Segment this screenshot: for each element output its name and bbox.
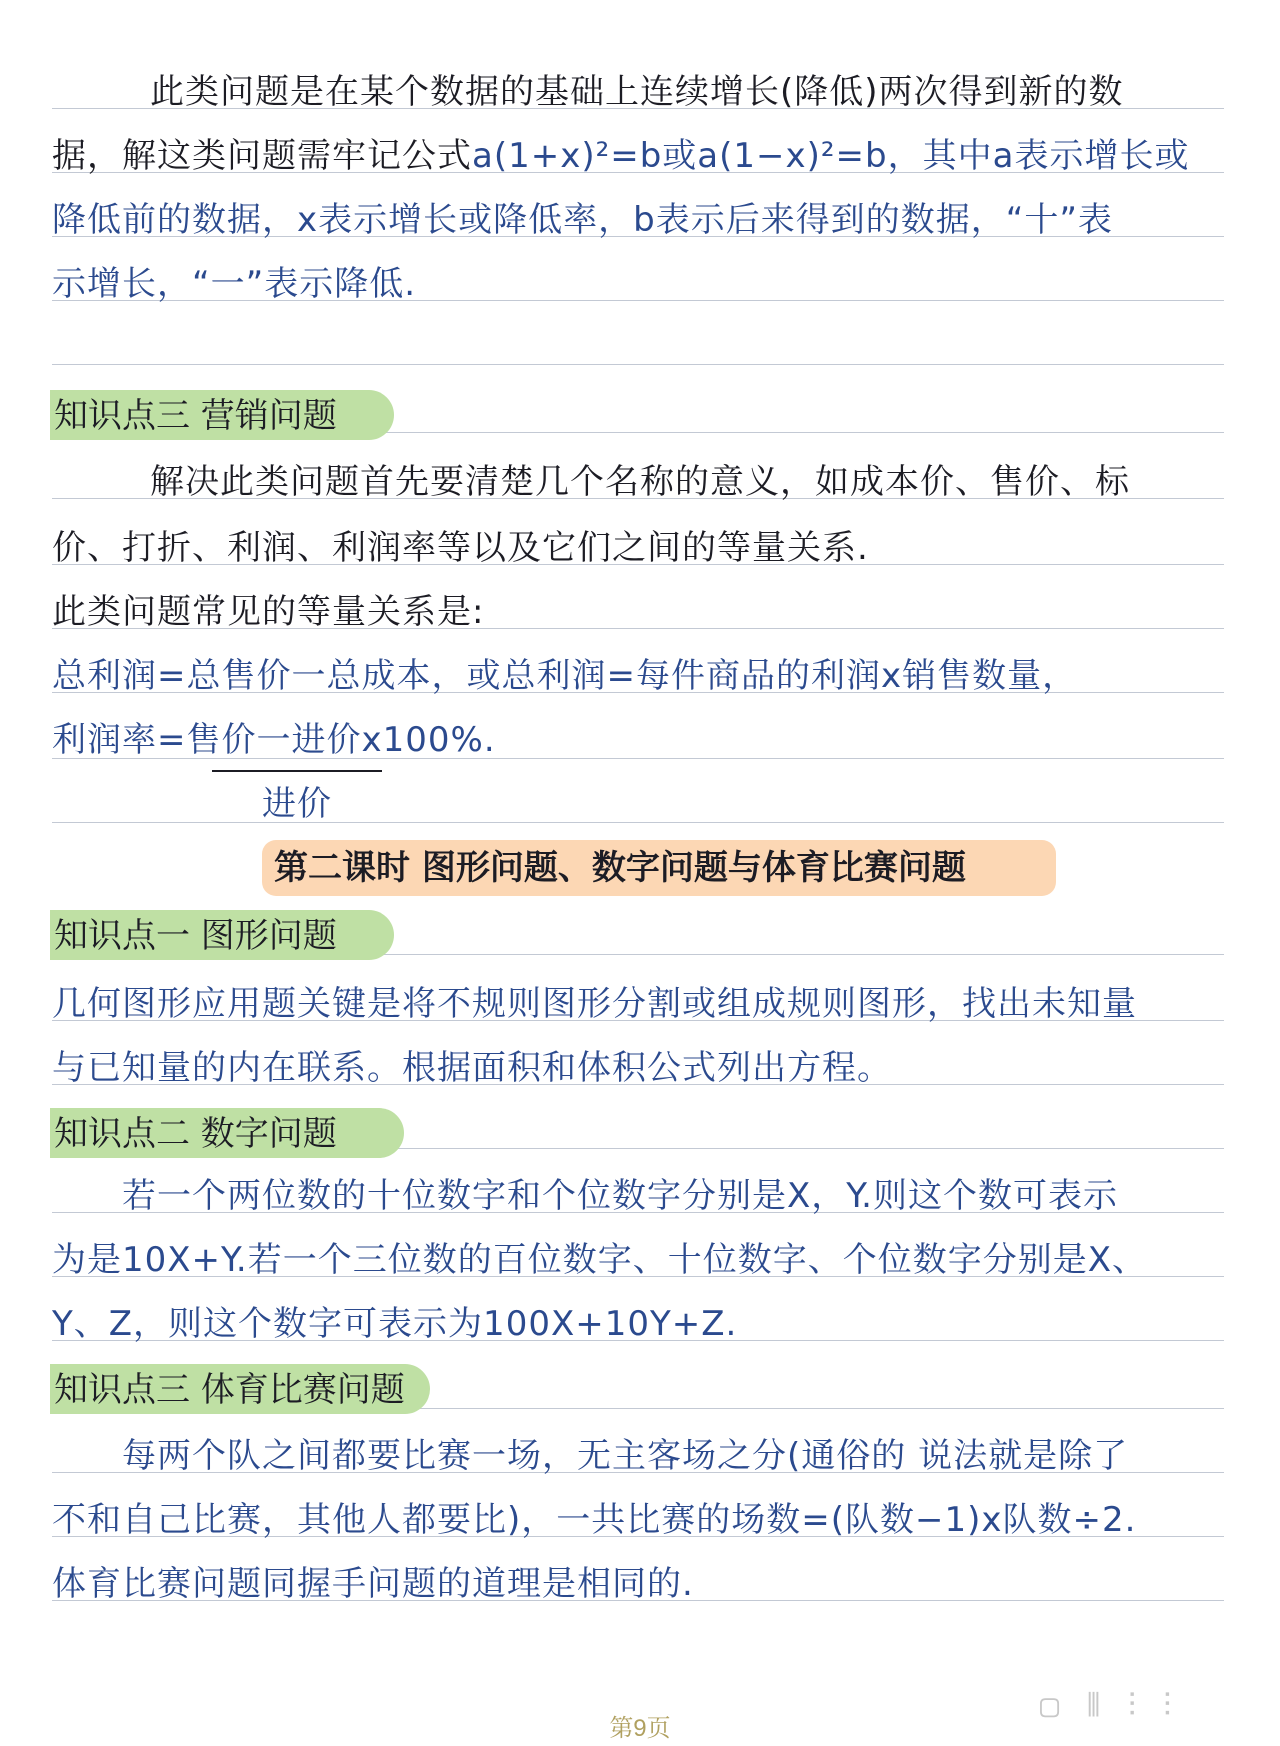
formula-2-denominator: 进价	[262, 784, 332, 824]
formula-2-numerator: 售价一进价	[186, 720, 362, 760]
heading-marketing: 知识点三 营销问题	[54, 396, 337, 436]
ruled-line	[52, 364, 1224, 365]
intro-line-1: 此类问题是在某个数据的基础上连续增长(降低)两次得到新的数	[150, 72, 1124, 112]
formula-2-prefix: 利润率=	[52, 720, 187, 760]
heading-geometry: 知识点一 图形问题	[54, 916, 337, 956]
sports-line-2: 不和自己比赛，其他人都要比)，一共比赛的场数=(队数−1)x队数÷2.	[52, 1500, 1137, 1540]
intro-line-2	[52, 132, 1224, 180]
digits-line-1: 若一个两位数的十位数字和个位数字分别是X，Y.则这个数可表示	[122, 1176, 1118, 1216]
digits-line-3: Y、Z，则这个数字可表示为100X+10Y+Z.	[52, 1304, 738, 1344]
sports-line-1: 每两个队之间都要比赛一场，无主客场之分(通俗的 说法就是除了	[122, 1436, 1129, 1476]
intro-line-3: 降低前的数据，x表示增长或降低率，b表示后来得到的数据，“十”表	[52, 200, 1113, 240]
formula-2-suffix: x100%.	[361, 720, 496, 760]
marketing-formula-2	[52, 716, 1224, 764]
sports-line-3: 体育比赛问题同握手问题的道理是相同的.	[52, 1564, 694, 1604]
fraction-bar	[212, 770, 382, 772]
intro-line-4: 示增长，“一”表示降低.	[52, 264, 417, 304]
marketing-p1-line-1: 解决此类问题首先要清楚几个名称的意义，如成本价、售价、标	[150, 462, 1130, 502]
lesson-title: 第二课时 图形问题、数字问题与体育比赛问题	[274, 848, 966, 888]
digits-line-2: 为是10X+Y.若一个三位数的百位数字、十位数字、个位数字分别是X、	[52, 1240, 1148, 1280]
page-number: 第9页	[609, 1715, 671, 1742]
intro-formula: a(1+x)²=b或a(1−x)²=b，其中a表示增长或	[472, 136, 1190, 176]
heading-digits: 知识点二 数字问题	[54, 1114, 337, 1154]
intro-line-2-text: 据，解这类问题需牢记公式	[52, 136, 472, 176]
marketing-formula-1: 总利润=总售价一总成本，或总利润=每件商品的利润x销售数量，	[52, 656, 1078, 696]
marketing-p2: 此类问题常见的等量关系是:	[52, 592, 485, 632]
geometry-line-1: 几何图形应用题关键是将不规则图形分割或组成规则图形，找出未知量	[52, 984, 1137, 1024]
heading-sports: 知识点三 体育比赛问题	[54, 1370, 405, 1410]
watermark-mark: ▢ ⦀ ⫶ ⫶	[1040, 1686, 1176, 1724]
marketing-p1-line-2: 价、打折、利润、利润率等以及它们之间的等量关系.	[52, 528, 869, 568]
geometry-line-2: 与已知量的内在联系。根据面积和体积公式列出方程。	[52, 1048, 892, 1088]
ruled-line	[52, 822, 1224, 823]
